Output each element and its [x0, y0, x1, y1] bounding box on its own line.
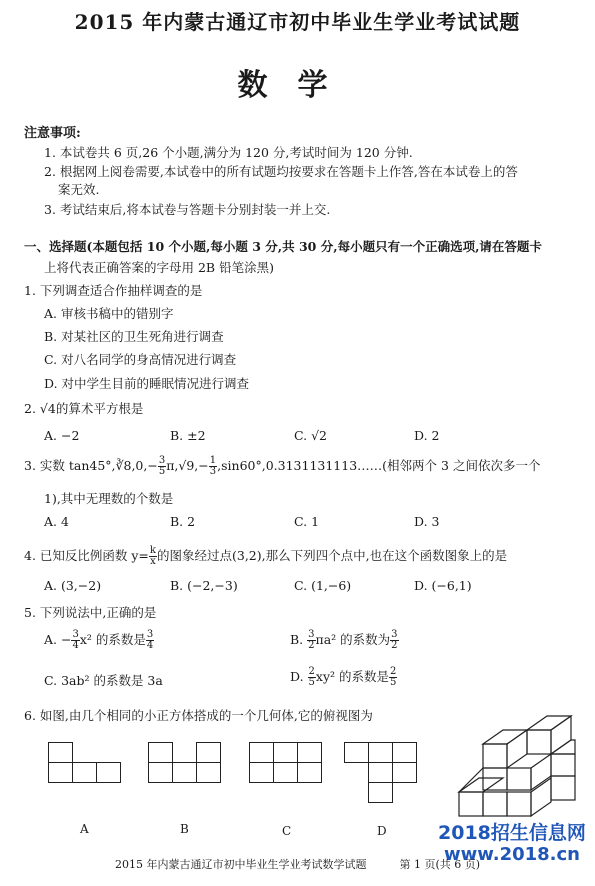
q4-stem-part-1: 4. 已知反比例函数 y=	[24, 548, 149, 563]
q3-fraction-1-den: 5	[158, 466, 166, 477]
notice-item-3: 3. 考试结束后,将本试卷与答题卡分别封装一并上交.	[44, 202, 331, 217]
q3-option-c: C. 1	[294, 514, 320, 529]
q5-b-fraction	[307, 630, 315, 651]
notice-item-1: 1. 本试卷共 6 页,26 个小题,满分为 120 分,考试时间为 120 分钟.	[44, 145, 413, 160]
subject-title: 数学	[237, 68, 358, 103]
q3-fraction-1	[158, 456, 166, 477]
q5-b-text: πa² 的系数为	[315, 632, 391, 647]
q3-fraction-1-num: 3	[158, 455, 166, 466]
q5-a-num: 3	[72, 629, 79, 640]
q6-stem: 6. 如图,由几个相同的小正方体搭成的一个几何体,它的俯视图为	[24, 708, 373, 723]
notice-item-2: 2. 根据网上阅卷需要,本试卷中的所有试题均按要求在答题卡上作答,答在本试卷上的答	[44, 164, 518, 179]
q3-stem	[24, 456, 540, 477]
q5-a-num-2: 3	[146, 629, 154, 640]
q2-option-a: A. −2	[44, 428, 80, 443]
q6-figure-a	[48, 742, 123, 784]
q3-fraction-2-den: 3	[209, 466, 217, 477]
q3-option-a: A. 4	[44, 514, 69, 529]
q2-option-b: B. ±2	[170, 428, 206, 443]
q1-stem: 1. 下列调查适合作抽样调查的是	[24, 283, 203, 298]
q6-solid-figure	[455, 714, 580, 824]
q3-option-d: D. 3	[414, 514, 440, 529]
q5-option-a	[44, 630, 154, 651]
q1-option-c: C. 对八名同学的身高情况进行调查	[44, 352, 237, 367]
q5-b-den: 2	[308, 640, 315, 651]
q5-d-num: 2	[308, 666, 315, 677]
q3-stem-part-3: ,sin60°,0.3131131113……(相邻两个 3 之间依次多一个	[217, 458, 541, 473]
q6-label-a: A	[80, 822, 89, 836]
q5-d-den-2: 5	[390, 677, 397, 688]
q5-a-prefix: A. −	[44, 632, 72, 647]
q6-label-b: B	[180, 822, 189, 836]
q5-option-c: C. 3ab² 的系数是 3a	[44, 673, 163, 688]
q5-d-prefix: D.	[290, 669, 308, 684]
q5-stem: 5. 下列说法中,正确的是	[24, 605, 157, 620]
q2-stem-text: 的算术平方根是	[55, 401, 144, 416]
q5-b-num: 3	[308, 629, 315, 640]
q5-b-prefix: B.	[290, 632, 308, 647]
q6-label-c: C	[282, 824, 292, 838]
watermark-url: www.2018.cn	[444, 844, 580, 865]
q5-a-den: 4	[72, 640, 79, 651]
q2-stem	[24, 399, 143, 417]
q4-stem	[24, 546, 507, 567]
q4-option-b: B. (−2,−3)	[170, 578, 238, 593]
q6-figure-d	[344, 742, 419, 806]
q6-figure-c	[249, 742, 324, 784]
q4-fraction-num: k	[149, 545, 156, 556]
q5-d-text: xy² 的系数是	[315, 669, 390, 684]
q2-stem-root: √4	[39, 401, 56, 416]
q4-fraction-den: x	[150, 556, 156, 567]
q2-stem-number: 2.	[24, 401, 40, 416]
notice-item-2-cont: 案无效.	[58, 182, 100, 197]
q5-b-den-2: 2	[391, 640, 398, 651]
q4-option-d: D. (−6,1)	[414, 578, 472, 593]
q3-option-b: B. 2	[170, 514, 196, 529]
page-footer	[0, 856, 595, 872]
q4-option-a: A. (3,−2)	[44, 578, 102, 593]
q1-option-b: B. 对某社区的卫生死角进行调查	[44, 329, 224, 344]
watermark-site-name: 2018招生信息网	[438, 822, 586, 844]
q5-d-num-2: 2	[390, 666, 397, 677]
q5-option-b	[290, 630, 399, 651]
q5-d-fraction	[308, 667, 316, 688]
q2-option-d: D. 2	[414, 428, 440, 443]
q3-fraction-2	[209, 456, 217, 477]
q5-d-den: 5	[308, 677, 315, 688]
section-heading-cont: 上将代表正确答案的字母用 2B 铅笔涂黑)	[44, 260, 274, 275]
footer-title: 2015 年内蒙古通辽市初中毕业生学业考试数学试题	[114, 858, 367, 871]
q4-option-c: C. (1,−6)	[294, 578, 352, 593]
q3-stem-cont: 1),其中无理数的个数是	[44, 491, 174, 506]
q5-b-fraction-2	[390, 630, 398, 651]
q5-d-fraction-2	[389, 667, 397, 688]
exam-title: 2015 年内蒙古通辽市初中毕业生学业考试试题	[74, 10, 521, 34]
q5-a-text: x² 的系数是	[79, 632, 146, 647]
q4-stem-part-2: 的图象经过点(3,2),那么下列四个点中,也在这个函数图象上的是	[156, 548, 508, 563]
q1-option-a: A. 审核书稿中的错别字	[44, 306, 174, 321]
q3-fraction-2-num: 1	[209, 455, 217, 466]
q2-option-c: C. √2	[294, 428, 327, 443]
footer-page-number: 第 1 页(共 6 页)	[399, 858, 481, 871]
q5-a-fraction-2	[146, 630, 154, 651]
q1-option-d: D. 对中学生目前的睡眠情况进行调查	[44, 376, 250, 391]
q5-b-num-2: 3	[391, 629, 398, 640]
q5-a-fraction	[71, 630, 79, 651]
section-heading: 一、选择题(本题包括 10 个小题,每小题 3 分,共 30 分,每小题只有一个正确选项,请在答题卡	[24, 239, 542, 254]
q4-fraction	[149, 546, 157, 567]
q6-label-d: D	[377, 824, 387, 838]
q6-figure-b	[148, 742, 223, 784]
notice-heading: 注意事项:	[24, 126, 81, 141]
q3-stem-part-1: 3. 实数 tan45°,∛8,0,−	[24, 458, 158, 473]
q5-a-den-2: 4	[146, 640, 154, 651]
q5-option-d	[290, 667, 397, 688]
q3-stem-part-2: π,√9,−	[166, 458, 209, 473]
